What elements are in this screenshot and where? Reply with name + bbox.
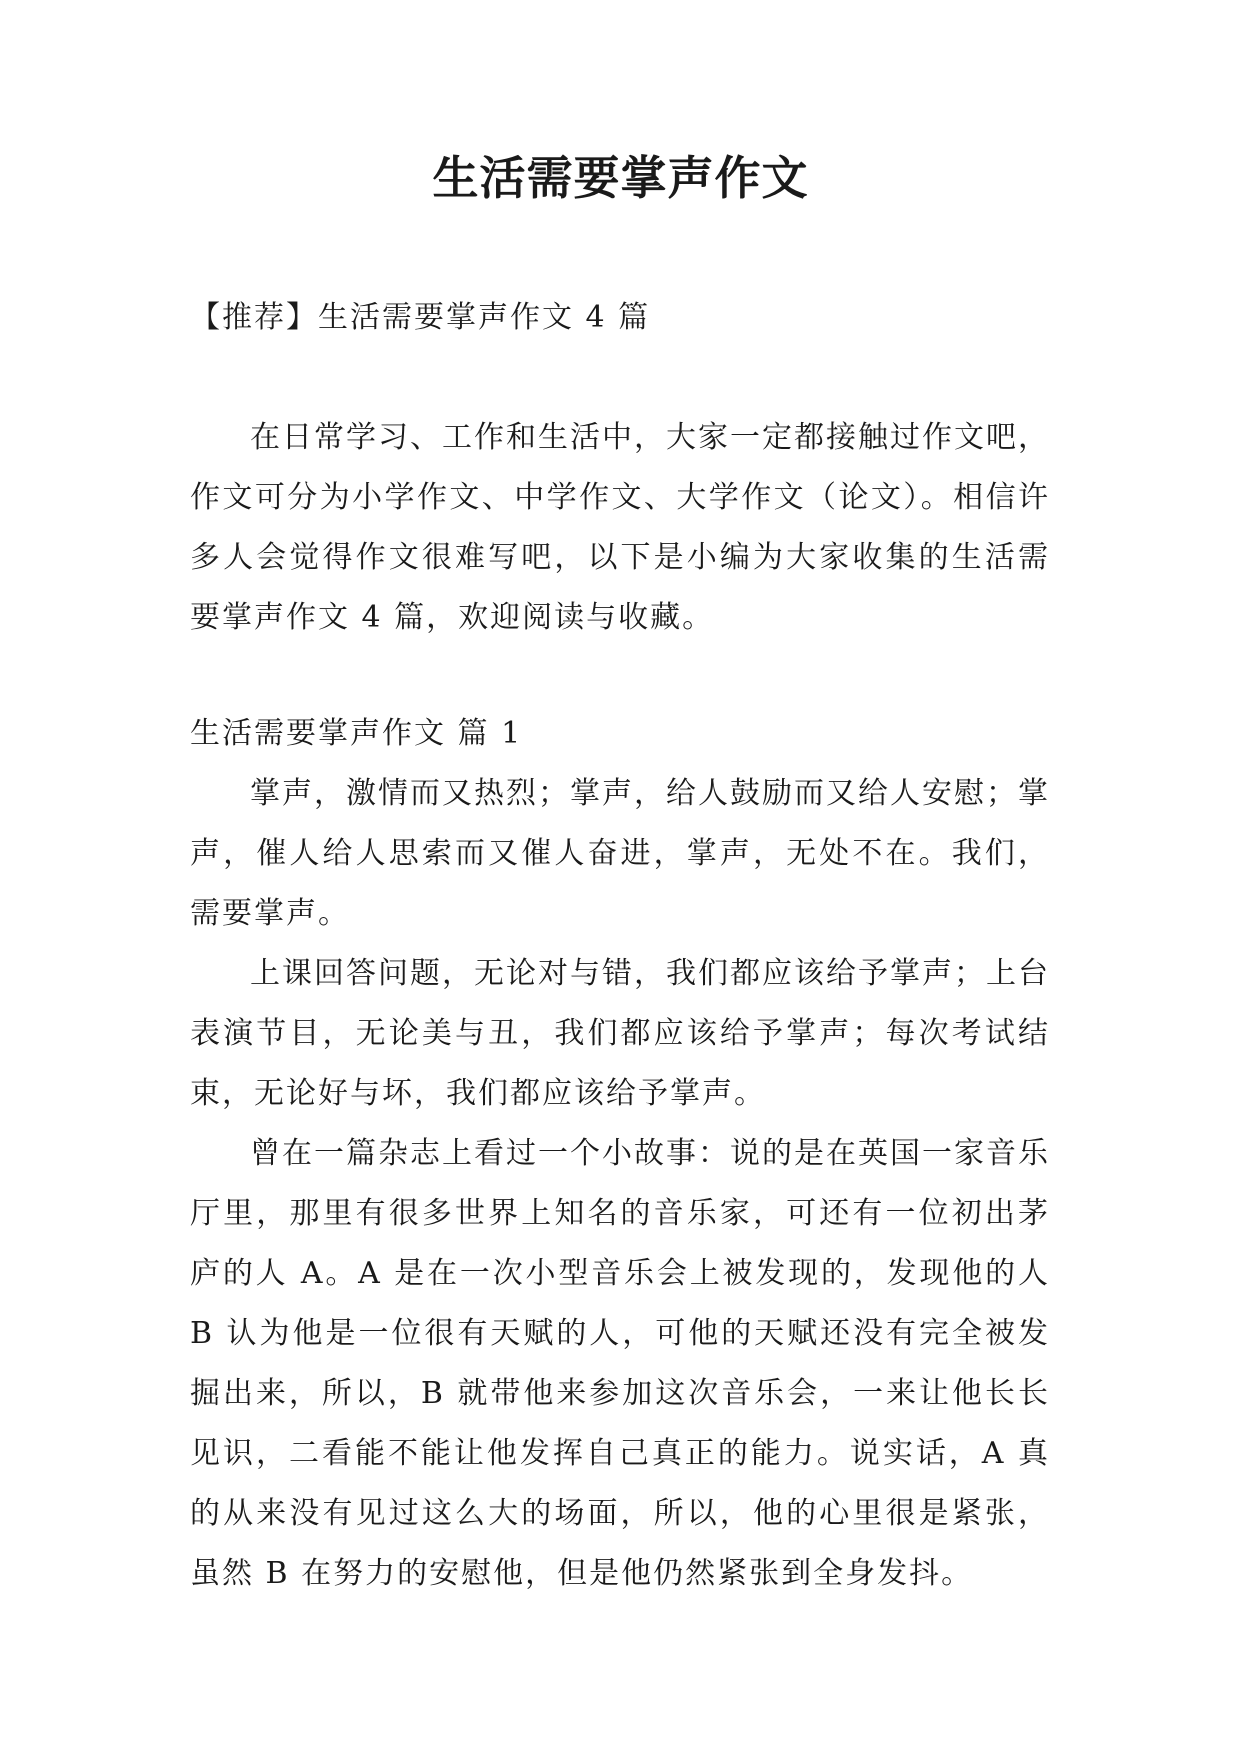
body-paragraph: 掌声，激情而又热烈；掌声，给人鼓励而又给人安慰；掌声，催人给人思索而又催人奋进，掌声，无处不在。我们，需要掌声。	[190, 776, 1050, 931]
recommend-line: 【推荐】生活需要掌声作文 4 篇	[190, 300, 651, 335]
body-paragraph: 曾在一篇杂志上看过一个小故事：说的是在英国一家音乐厅里，那里有很多世界上知名的音乐家，可还有一位初出茅庐的人 A。A 是在一次小型音乐会上被发现的，发现他的人 B 认为他是一位很有天赋的人，可他的天赋还没有完全被发掘出来，所以，B 就带他来参加这次音乐会，一来让他长长见识，二看能不能让他发挥自己真正的能力。说实话，A 真的从来没有见过这么大的场面，所以，他的心里很是紧张，虽然 B 在努力的安慰他，但是他仍然紧张到全身发抖。	[190, 1136, 1050, 1591]
body-paragraph: 上课回答问题，无论对与错，我们都应该给予掌声；上台表演节目，无论美与丑，我们都应该给予掌声；每次考试结束，无论好与坏，我们都应该给予掌声。	[190, 956, 1050, 1111]
page-title: 生活需要掌声作文	[432, 151, 809, 205]
document-body	[190, 288, 1050, 1604]
section-heading: 生活需要掌声作文 篇 1	[190, 716, 523, 751]
intro-paragraph: 在日常学习、工作和生活中，大家一定都接触过作文吧，作文可分为小学作文、中学作文、大学作文（论文）。相信许多人会觉得作文很难写吧，以下是小编为大家收集的生活需要掌声作文 4 篇，欢迎阅读与收藏。	[190, 420, 1050, 635]
